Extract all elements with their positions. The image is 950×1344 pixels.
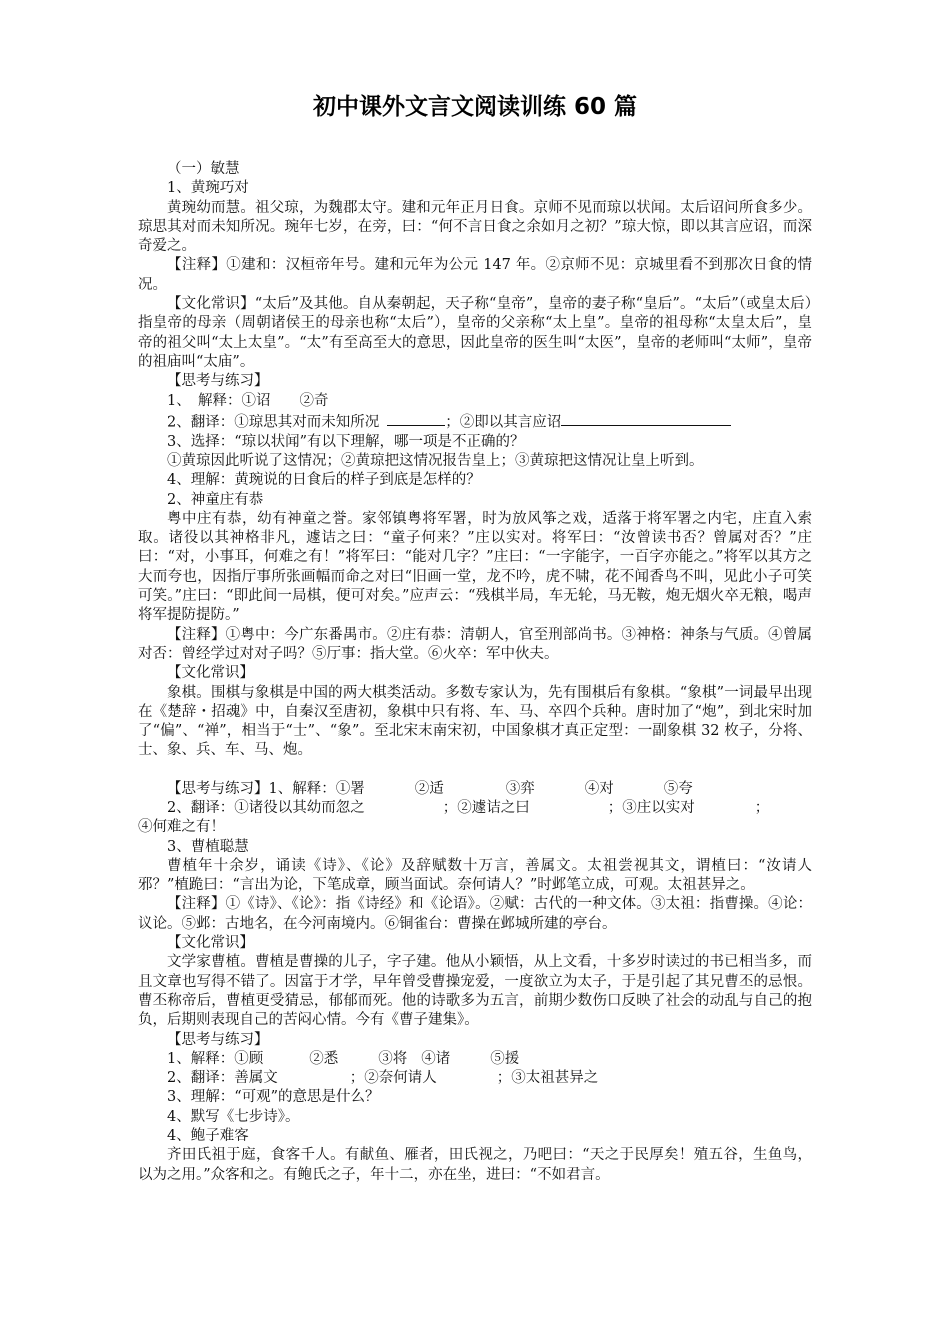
term-item: ③将 bbox=[378, 1050, 408, 1067]
term-item: ②悉 bbox=[309, 1050, 339, 1067]
exercise-q2-3 bbox=[138, 1069, 812, 1088]
term-item: ⑤夸 bbox=[663, 780, 693, 797]
translate-item: ①诸役以其幼而忽之 bbox=[234, 800, 365, 816]
term-item: ①顾 bbox=[234, 1050, 264, 1067]
exercise-q2-tail-2: ④何难之有！ bbox=[138, 819, 225, 836]
story-text-2: 粤中庄有恭，幼有神童之誉。家邻镇粤将军署，时为放风筝之戏，适落于将军署之内宅，庄直入索取。诸役以其神格非凡，遽诘之曰：“童子何来？”庄以实对。将军曰：“汝曾读书否？曾属对否？”庄曰：“对，小事耳，何难之有！”将军曰：“能对几字？”庄曰：“一字能字，一百字亦能之。”将军以其方之大而夸也，因指厅事所张画幅而命之对曰“旧画一堂，龙不吟，虎不啸，花不闻香鸟不叫，见此小子可笑可笑。”庄曰：“即此间一局棋，便可对矣。”应声云：“残棋半局，车无轮，马无鞍，炮无烟火卒无粮，喝声将军提防提防。” bbox=[138, 510, 812, 624]
document-title: 初中课外文言文阅读训练 60 篇 bbox=[312, 94, 638, 120]
story-culture-3: 文学家曹植。曹植是曹操的儿子，字子建。他从小颖悟，从上文看，十多岁时读过的书已相当多，而且文章也写得不错了。因富于才学，早年曾受曹操宠爱，一度欲立为太子，于是引起了其兄曹丕的忌恨。曹丕称帝后，曹植更受猜忌，郁郁而死。他的诗歌多为五言，前期少数伤口反映了社会的动乱与自己的抱负，后期则表现自己的苦闷心情。今有《曹子建集》。 bbox=[138, 954, 812, 1029]
q2-label: 2、翻译： bbox=[167, 800, 235, 816]
story-note-2: 【注释】①粤中：今广东番禺市。②庄有恭：清朝人，官至刑部尚书。③神格：神条与气质。④曾属对否：曾经学过对对子吗？⑤厅事：指大堂。⑥火卒：军中伙夫。 bbox=[138, 626, 812, 662]
exercise-q4-1: 4、理解：黄琬说的日食后的样子到底是怎样的？ bbox=[167, 472, 481, 489]
q2-part-a: 2、翻译：①琼思其对而未知所况 bbox=[167, 414, 380, 431]
exercise-q2-1 bbox=[138, 411, 812, 433]
translate-item: 善属文 bbox=[234, 1070, 278, 1087]
translate-item: ； bbox=[754, 800, 770, 816]
section-heading: （一）敏慧 bbox=[167, 161, 240, 177]
answer-blank[interactable] bbox=[561, 411, 731, 427]
term-item: ⑤援 bbox=[490, 1050, 520, 1067]
story-culture-2: 象棋。围棋与象棋是中国的两大棋类活动。多数专家认为，先有围棋后有象棋。“象棋”一词最早出现在《楚辞・招魂》中，自秦汉至唐初，象棋中只有将、车、马、卒四个兵种。唐时加了“炮”，到北宋时加了“偏”、“禅”，相当于“士”、“象”。至北宋末南宋初，中国象棋才真正定型：一副象棋 32 枚子，分将、士、象、兵、车、马、炮。 bbox=[138, 684, 812, 759]
translate-item: ；③庄以实对 bbox=[607, 800, 695, 816]
q2-part-b: ；②即以其言应诏 bbox=[445, 414, 562, 431]
exercise-q4-3: 4、默写《七步诗》。 bbox=[167, 1108, 300, 1125]
story-note-3: 【注释】①《诗》、《论》：指《诗经》和《论语》。②赋：古代的一种文体。③太祖：指曹操。④论：议论。⑤邺：古地名，在今河南境内。⑥铜雀台：曹操在邺城所建的亭台。 bbox=[138, 896, 812, 932]
exercise-q1-2 bbox=[138, 780, 812, 799]
answer-blank[interactable] bbox=[387, 411, 445, 427]
document-page bbox=[138, 92, 812, 1185]
culture-heading-2: 【文化常识】 bbox=[167, 665, 254, 682]
exercise-q3-3: 3、理解：“可观”的意思是什么？ bbox=[167, 1089, 380, 1106]
culture-heading-3: 【文化常识】 bbox=[167, 935, 254, 952]
exercise-q1-1: 1、 解释：①诏 ②奇 bbox=[167, 392, 329, 409]
exercise-q3-options-1: ①黄琼因此听说了这情况；②黄琼把这情况报告皇上；③黄琼把这情况让皇上听到。 bbox=[167, 452, 704, 469]
exercise-q2-2 bbox=[138, 799, 812, 818]
story-heading-4: 4、鲍子难客 bbox=[167, 1128, 249, 1145]
term-item: ②适 bbox=[414, 780, 444, 797]
translate-item: ；②奈何请人 bbox=[349, 1070, 437, 1087]
exercise-q3-1: 3、选择：“琼以状闻”有以下理解，哪一项是不正确的？ bbox=[167, 433, 525, 450]
translate-item: ；②遽诘之曰 bbox=[442, 800, 530, 816]
q2-label: 2、翻译： bbox=[167, 1070, 235, 1087]
q1-label: 【思考与练习】1、解释： bbox=[167, 780, 336, 797]
story-text-4: 齐田氏祖于庭，食客千人。有献鱼、雁者，田氏视之，乃吧曰：“天之于民厚矣！殖五谷，生鱼鸟，以为之用。”众客和之。有鲍氏之子，年十二，亦在坐，进曰：“不如君言。 bbox=[138, 1147, 812, 1183]
q1-label: 1、解释： bbox=[167, 1050, 235, 1067]
term-item: ④诸 bbox=[421, 1050, 451, 1067]
term-item: ①署 bbox=[335, 780, 365, 797]
translate-item: ；③太祖甚异之 bbox=[496, 1070, 599, 1087]
exercise-q1-3 bbox=[138, 1050, 812, 1069]
term-item: ③弈 bbox=[505, 780, 535, 797]
story-culture-1: 【文化常识】“太后”及其他。自从秦朝起，天子称“皇帝”，皇帝的妻子称“皇后”。“太后”（或皇太后）指皇帝的母亲（周朝诸侯王的母亲也称“太后”），皇帝的父亲称“太上皇”。皇帝的祖母称“太皇太后”，皇帝的祖父叫“太上太皇”。“太”有至高至大的意思，因此皇帝的医生叫“太医”，皇帝的老师叫“太师”，皇帝的祖庙叫“太庙”。 bbox=[138, 296, 812, 370]
story-note-1: 【注释】①建和：汉桓帝年号。建和元年为公元 147 年。②京师不见：京城里看不到那次日食的情况。 bbox=[138, 257, 812, 293]
term-item: ④对 bbox=[584, 780, 614, 797]
exercise-heading-1: 【思考与练习】 bbox=[167, 373, 269, 390]
story-heading-1: 1、黄琬巧对 bbox=[167, 180, 249, 197]
spacer bbox=[138, 761, 812, 780]
story-heading-3: 3、曹植聪慧 bbox=[167, 838, 249, 855]
story-text-1: 黄琬幼而慧。祖父琼，为魏郡太守。建和元年正月日食。京师不见而琼以状闻。太后诏问所食多少。琼思其对而未知所况。琬年七岁，在旁，曰：“何不言日食之余如月之初？”琼大惊，即以其言应诏，而深奇爱之。 bbox=[138, 199, 812, 255]
story-heading-2: 2、神童庄有恭 bbox=[167, 491, 264, 508]
story-text-3: 曹植年十余岁，诵读《诗》、《论》及辞赋数十万言，善属文。太祖尝视其文，谓植曰：“汝请人邪？”植跪曰：“言出为论，下笔成章，顾当面试。奈何请人？”时邺笔立成，可观。太祖甚异之。 bbox=[138, 857, 812, 894]
exercise-heading-3: 【思考与练习】 bbox=[167, 1031, 269, 1048]
